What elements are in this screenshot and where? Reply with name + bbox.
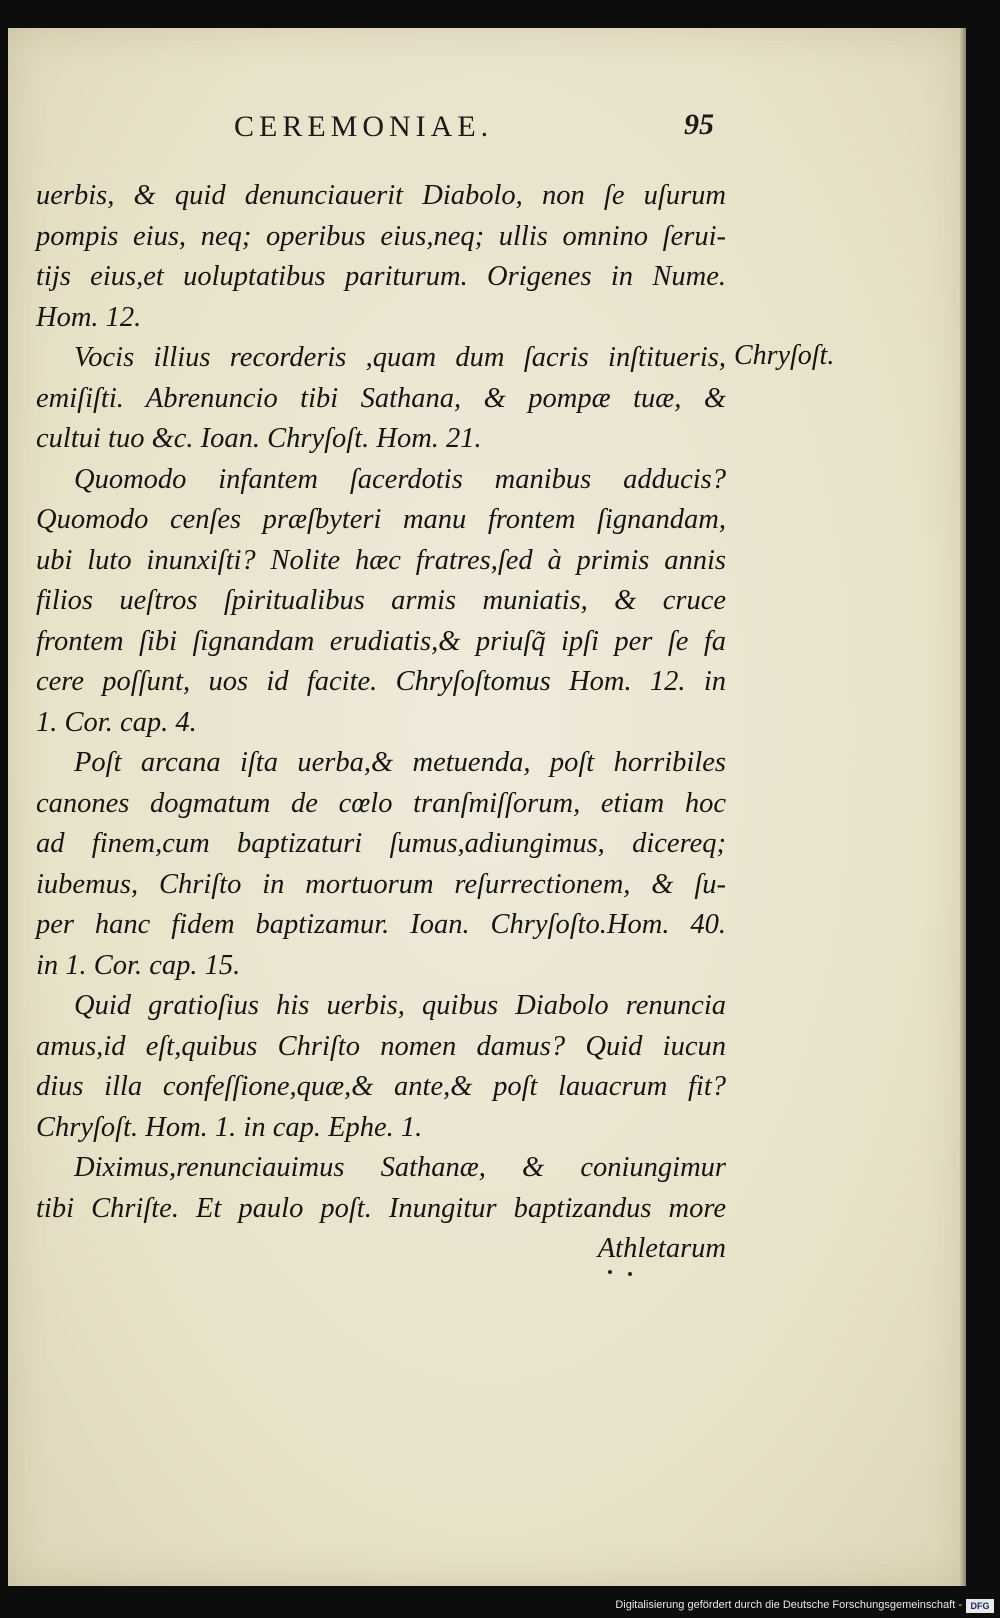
text-line: 1. Cor. cap. 4. <box>36 706 197 738</box>
page-header <box>224 108 714 152</box>
text-line: tijs eius,et uoluptatibus pariturum. Origenes in Nume. <box>36 261 726 292</box>
text-line: frontem ſibi ſignandam erudiatis,& priuſq̃ ipſi per ſe fa <box>36 625 726 657</box>
page-number: 95 <box>684 108 714 141</box>
text-line: emiſiſti. Abrenuncio tibi Sathana, & pompæ tuæ, & <box>36 382 726 414</box>
running-head: CEREMONIAE. <box>234 110 494 143</box>
text-line: iubemus, Chriſto in mortuorum reſurrectionem, & ſu- <box>36 868 726 900</box>
catchword: Athletarum <box>597 1233 726 1264</box>
page-edge <box>960 28 966 1586</box>
text-line: per hanc fidem baptizamur. Ioan. Chryſoſto.Hom. 40. <box>36 909 726 940</box>
text-line: Poſt arcana iſta uerba,& metuenda, poſt horribiles <box>74 747 726 778</box>
text-line: cere poſſunt, uos id facite. Chryſoſtomus Hom. 12. in <box>36 666 726 697</box>
text-line: dius illa confeſſione,quæ,& ante,& poſt lauacrum fit? <box>36 1071 726 1102</box>
paragraph <box>36 460 726 744</box>
paragraph <box>36 338 726 460</box>
text-line: pompis eius, neq; operibus eius,neq; ullis omnino ſerui- <box>36 220 726 252</box>
text-line: filios ueſtros ſpiritualibus armis muniatis, & cruce <box>36 585 726 616</box>
paragraph <box>36 743 726 986</box>
text-line: Quomodo infantem ſacerdotis manibus adducis? <box>74 463 726 495</box>
text-line: Diximus,renunciauimus Sathanæ, & coniungimur <box>74 1152 726 1183</box>
dfg-logo: DFG <box>966 1599 994 1613</box>
text-line: canones dogmatum de cœlo tranſmiſſorum, etiam hoc <box>36 787 726 819</box>
text-line: Quomodo cenſes præſbyteri manu frontem ſignandam, <box>36 504 726 535</box>
paragraph <box>36 1148 726 1270</box>
text-line: cultui tuo &c. Ioan. Chryſoſt. Hom. 21. <box>36 423 482 454</box>
ink-speck <box>628 1272 632 1276</box>
body-text <box>36 176 726 1270</box>
margin-note: Chryſoſt. <box>734 340 835 371</box>
digitization-credit: Digitalisierung gefördert durch die Deutsche Forschungsgemeinschaft - <box>615 1599 962 1611</box>
paragraph <box>36 986 726 1148</box>
text-line: in 1. Cor. cap. 15. <box>36 949 241 981</box>
text-line: Vocis illius recorderis ,quam dum ſacris inſtitueris, <box>74 342 726 373</box>
text-line: Hom. 12. <box>36 301 142 333</box>
text-line: Quid gratioſius his uerbis, quibus Diabolo renuncia <box>74 990 726 1021</box>
ink-speck <box>608 1270 612 1274</box>
text-line: Chryſoſt. Hom. 1. in cap. Ephe. 1. <box>36 1111 423 1143</box>
paragraph <box>36 176 726 338</box>
text-line: ad finem,cum baptizaturi ſumus,adiungimus, dicereq; <box>36 828 726 859</box>
text-line: amus,id eſt,quibus Chriſto nomen damus? Quid iucun <box>36 1030 726 1062</box>
text-line: tibi Chriſte. Et paulo poſt. Inungitur baptizandus more <box>36 1192 726 1224</box>
ink-specks <box>606 1268 646 1276</box>
book-page <box>8 28 966 1586</box>
text-line: ubi luto inunxiſti? Nolite hæc fratres,ſed à primis annis <box>36 544 726 576</box>
text-line: uerbis, & quid denunciauerit Diabolo, non ſe uſurum <box>36 180 726 211</box>
